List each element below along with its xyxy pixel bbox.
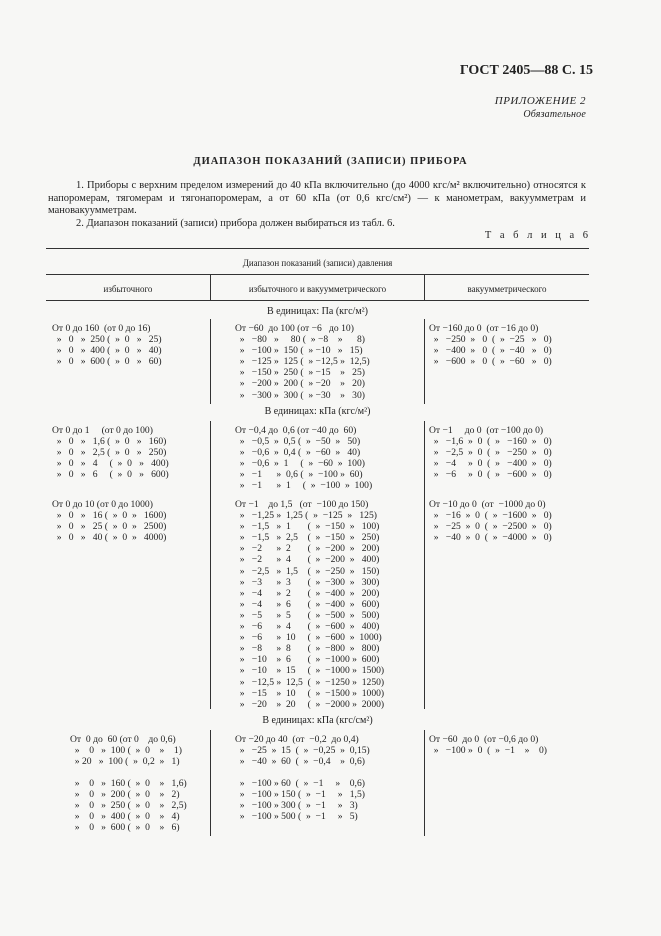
- document-title: ДИАПАЗОН ПОКАЗАНИЙ (ЗАПИСИ) ПРИБОРА: [193, 156, 468, 167]
- col-divider-2-s1: [424, 319, 425, 404]
- cell-s3-vacuum: От −60 до 0 (от −0,6 до 0) » −100 » 0 ( » −1 » 0): [429, 734, 547, 757]
- section-title-kpa-cm2: В единицах: кПа (кгс/см²): [262, 715, 373, 726]
- appendix-status: Обязательное: [523, 109, 586, 120]
- cell-s3-excess-vacuum-a: От −20 до 40 (от −0,2 до 0,4) » −25 » 15 ( » −0,25 » 0,15) » −40 » 60 ( » −0,4 » 0,6): [235, 734, 370, 768]
- table-caption: Т а б л и ц а 6: [484, 230, 591, 241]
- cell-s3-excess-vacuum-b: » −100 » 60 ( » −1 » 0,6) » −100 » 150 ( » −1 » 1,5) » −100 » 300 ( » −1 » 3) » −100 » 500 ( » −1 » 5): [239, 778, 365, 823]
- column-header-excess: избыточного: [103, 284, 153, 294]
- cell-s2-vacuum-b: От −10 до 0 (от −1000 до 0) » −16 » 0 ( » −1600 » 0) » −25 » 0 ( » −2500 » 0) » −40 » 0 ( » −4000 » 0): [429, 499, 552, 544]
- paragraph-2: 2. Диапазон показаний (записи) прибора должен выбираться из табл. 6.: [76, 217, 395, 229]
- cell-s1-excess: От 0 до 160 (от 0 до 16) » 0 » 250 ( » 0 » 25) » 0 » 400 ( » 0 » 40) » 0 » 600 ( » 0 » 60): [52, 323, 162, 368]
- col-divider-1-s1: [210, 319, 211, 404]
- table-main-header: Диапазон показаний (записи) давления: [242, 258, 393, 268]
- body-text: [48, 180, 586, 230]
- col-divider-2-s2: [424, 421, 425, 709]
- cell-s2-excess-vacuum-b: От −1 до 1,5 (от −100 до 150) » −1,25 » 1,25 ( » −125 » 125) » −1,5 » 1 ( » −150 » 100) » −1,5 » 2,5 ( » −150 » 250) » −2 » 2 ( » −200 » 200) » −2 » 4 ( » −200 » 400) » −2,5 » 1,5 ( » −250 » 150) » −3 » 3 ( » −300 » 300) » −4 » 2 ( » −400 » 200) » −4 » 6 ( » −400 » 600) » −5 » 5 ( » −500 » 500) » −6 » 4 ( » −600 » 400) » −6 » 10 ( » −600 » 1000) » −8 » 8 ( » −800 » 800) » −10 » 6 ( » −1000 » 600) » −10 » 15 ( » −1000 » 1500) » −12,5 » 12,5 ( » −1250 » 1250) » −15 » 10 ( » −1500 » 1000) » −20 » 20 ( » −2000 » 2000): [235, 499, 385, 710]
- appendix-label: ПРИЛОЖЕНИЕ 2: [494, 95, 586, 107]
- header-bottom-rule: [46, 300, 589, 301]
- cell-s2-excess-b: От 0 до 10 (от 0 до 1000) » 0 » 16 ( » 0 » 1600) » 0 » 25 ( » 0 » 2500) » 0 » 40 ( » 0 » 4000): [52, 499, 167, 544]
- cell-s3-excess-b: » 0 » 160 ( » 0 » 1,6) » 0 » 200 ( » 0 » 2) » 0 » 250 ( » 0 » 2,5) » 0 » 400 ( » 0 » 4) » 0 » 600 ( » 0 » 6): [74, 778, 187, 834]
- col-divider-1-s2: [210, 421, 211, 709]
- page-header: ГОСТ 2405—88 С. 15: [459, 63, 593, 78]
- column-header-vacuum: вакуумметрического: [467, 284, 547, 294]
- cell-s2-vacuum-a: От −1 до 0 (от −100 до 0) » −1,6 » 0 ( » −160 » 0) » −2,5 » 0 ( » −250 » 0) » −4 » 0 ( » −400 » 0) » −6 » 0 ( » −600 » 0): [429, 425, 552, 481]
- header-divider: [46, 274, 589, 275]
- table-top-rule: [46, 248, 589, 249]
- cell-s2-excess-vacuum-a: От −0,4 до 0,6 (от −40 до 60) » −0,5 » 0,5 ( » −50 » 50) » −0,6 » 0,4 ( » −60 » 40) » −0,6 » 1 ( » −60 » 100) » −1 » 0,6 ( » −100 » 60) » −1 » 1 ( » −100 » 100): [235, 425, 373, 492]
- range-table: [46, 248, 589, 836]
- cell-s2-excess-a: От 0 до 1 (от 0 до 100) » 0 » 1,6 ( » 0 » 160) » 0 » 2,5 ( » 0 » 250) » 0 » 4 ( » 0 » 400) » 0 » 6 ( » 0 » 600): [52, 425, 169, 481]
- paragraph-1: 1. Приборы с верхним пределом измерений до 40 кПа включительно (до 4000 кгс/м² включительно) относятся к напоромерам, тягомерам и тягонапоромерам, а от 60 кПа (от 0,6 кгс/см²) — к манометрам, вакуумметрам и мановакуумметрам.: [48, 180, 586, 216]
- col-divider-2-s3: [424, 730, 425, 836]
- cell-s1-excess-vacuum: От −60 до 100 (от −6 до 10) » −80 » 80 ( » −8 » 8) » −100 » 150 ( » −10 » 15) » −125 » 125 ( » −12,5 » 12,5) » −150 » 250 ( » −15 » 25) » −200 » 200 ( » −20 » 20) » −300 » 300 ( » −30 » 30): [235, 323, 370, 401]
- cell-s1-vacuum: От −160 до 0 (от −16 до 0) » −250 » 0 ( » −25 » 0) » −400 » 0 ( » −40 » 0) » −600 » 0 ( » −60 » 0): [429, 323, 552, 368]
- column-header-excess-vacuum: избыточного и вакуумметрического: [248, 284, 387, 294]
- col-divider-1-s3: [210, 730, 211, 836]
- section-title-pa: В единицах: Па (кгс/м²): [266, 306, 368, 317]
- appendix-block: [495, 94, 586, 122]
- cell-s3-excess-a: От 0 до 60 (от 0 до 0,6) » 0 » 100 ( » 0 » 1) » 20 » 100 ( » 0,2 » 1): [70, 734, 182, 768]
- section-title-kpa-m2: В единицах: кПа (кгс/м²): [264, 406, 371, 417]
